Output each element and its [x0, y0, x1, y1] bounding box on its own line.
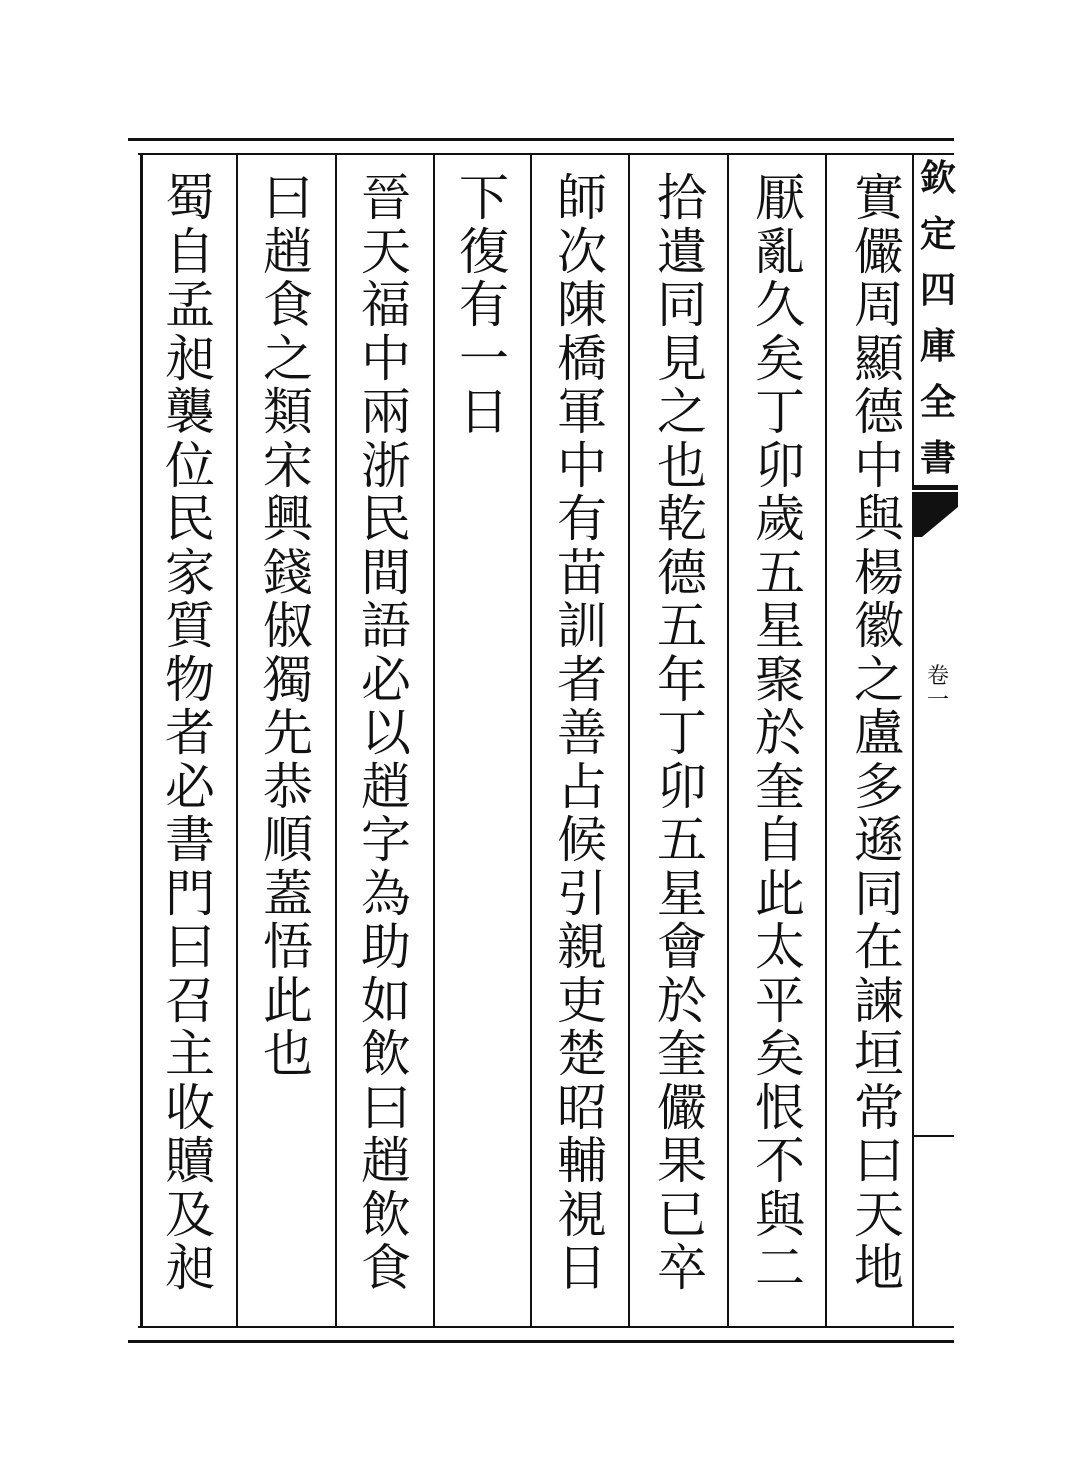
column-character: 德 — [657, 543, 707, 602]
column-character: 先 — [263, 704, 313, 762]
column-character: 德 — [854, 383, 904, 441]
column-character: 召 — [165, 971, 215, 1030]
column-character: 必 — [165, 757, 215, 816]
column-character: 為 — [361, 864, 411, 923]
column-character: 晉 — [361, 169, 411, 227]
column-character: 者 — [165, 704, 215, 762]
column-character: 錢 — [263, 543, 313, 602]
column-character: 亂 — [755, 222, 805, 281]
column-character: 趙 — [263, 222, 313, 281]
column-character: 五 — [657, 811, 707, 869]
column-character: 宋 — [263, 436, 313, 495]
column-character: 訓 — [557, 597, 607, 655]
column-character: 顯 — [854, 329, 904, 388]
column-character: 飲 — [361, 1025, 411, 1083]
text-column-2 — [740, 169, 820, 1297]
column-character: 飲 — [361, 1185, 411, 1244]
column-character: 引 — [557, 864, 607, 923]
column-character: 奎 — [755, 757, 805, 816]
column-character: 也 — [657, 436, 707, 495]
column-character: 於 — [657, 971, 707, 1030]
column-character: 食 — [361, 1239, 411, 1297]
column-character: 自 — [755, 811, 805, 869]
column-character: 俶 — [263, 597, 313, 655]
column-character: 師 — [557, 169, 607, 227]
column-character: 復 — [459, 222, 509, 281]
column-character: 家 — [165, 543, 215, 602]
column-character: 在 — [854, 918, 904, 976]
column-character: 間 — [361, 543, 411, 602]
column-character: 丁 — [657, 704, 707, 762]
column-character: 如 — [361, 971, 411, 1030]
column-character: 之 — [263, 329, 313, 388]
column-character: 親 — [557, 918, 607, 976]
column-character: 不 — [755, 1132, 805, 1190]
text-column-5 — [444, 169, 524, 441]
bottom-border-rule — [128, 1340, 954, 1343]
column-character: 食 — [263, 276, 313, 334]
column-character: 見 — [657, 329, 707, 388]
column-divider — [335, 153, 337, 1328]
column-character: 日 — [459, 383, 509, 441]
column-character: 多 — [854, 757, 904, 816]
column-character: 昭 — [557, 1078, 607, 1137]
column-character: 垣 — [854, 1025, 904, 1083]
column-character: 民 — [361, 490, 411, 548]
column-divider — [236, 153, 238, 1328]
column-character: 拾 — [657, 169, 707, 227]
column-character: 趙 — [361, 757, 411, 816]
book-title-vertical — [918, 150, 958, 486]
column-character: 曰 — [165, 918, 215, 976]
column-character: 恭 — [263, 757, 313, 816]
column-character: 久 — [755, 276, 805, 334]
column-character: 太 — [755, 918, 805, 976]
column-character: 曰 — [854, 1132, 904, 1190]
column-character: 厭 — [755, 169, 805, 227]
column-character: 浙 — [361, 436, 411, 495]
column-character: 獨 — [263, 650, 313, 709]
column-character: 天 — [854, 1185, 904, 1244]
column-character: 矣 — [755, 329, 805, 388]
text-column-1 — [839, 169, 919, 1297]
column-divider — [825, 153, 827, 1328]
title-character: 書 — [919, 437, 956, 479]
column-character: 門 — [165, 864, 215, 923]
column-character: 質 — [165, 597, 215, 655]
column-character: 蓋 — [263, 864, 313, 923]
column-character: 已 — [657, 1185, 707, 1244]
column-character: 周 — [854, 276, 904, 334]
column-divider — [628, 153, 630, 1328]
column-character: 徽 — [854, 597, 904, 655]
column-character: 常 — [854, 1078, 904, 1137]
column-divider — [433, 153, 435, 1328]
column-character: 視 — [557, 1185, 607, 1244]
column-character: 二 — [755, 1239, 805, 1297]
top-inner-rule — [138, 153, 954, 155]
column-character: 候 — [557, 811, 607, 869]
column-character: 贖 — [165, 1132, 215, 1190]
column-character: 物 — [165, 650, 215, 709]
column-character: 儼 — [657, 1078, 707, 1137]
column-character: 日 — [557, 1239, 607, 1297]
column-character: 悟 — [263, 918, 313, 976]
text-column-3 — [642, 169, 722, 1297]
column-character: 善 — [557, 704, 607, 762]
column-character: 矣 — [755, 1025, 805, 1083]
column-divider — [727, 153, 729, 1328]
text-column-7 — [248, 169, 328, 1083]
column-character: 一 — [459, 329, 509, 388]
column-character: 遺 — [657, 222, 707, 281]
column-character: 有 — [557, 490, 607, 548]
column-character: 福 — [361, 276, 411, 334]
column-character: 助 — [361, 918, 411, 976]
column-character: 收 — [165, 1078, 215, 1137]
juan-character: 一 — [926, 688, 949, 713]
title-character: 四 — [919, 269, 956, 311]
column-character: 襲 — [165, 383, 215, 441]
column-character: 蜀 — [165, 169, 215, 227]
column-character: 同 — [657, 276, 707, 334]
column-character: 之 — [854, 650, 904, 709]
column-character: 奎 — [657, 1025, 707, 1083]
left-border-rule — [140, 153, 143, 1328]
column-character: 遜 — [854, 811, 904, 869]
column-character: 昶 — [165, 329, 215, 388]
column-character: 丁 — [755, 383, 805, 441]
column-character: 卒 — [657, 1239, 707, 1297]
column-character: 與 — [755, 1185, 805, 1244]
column-character: 卯 — [755, 436, 805, 495]
text-column-6 — [346, 169, 426, 1297]
column-character: 與 — [854, 490, 904, 548]
column-character: 橋 — [557, 329, 607, 388]
column-character: 語 — [361, 597, 411, 655]
column-character: 中 — [361, 329, 411, 388]
column-character: 占 — [557, 757, 607, 816]
column-character: 天 — [361, 222, 411, 281]
column-character: 曰 — [263, 169, 313, 227]
juan-label — [918, 665, 958, 713]
column-character: 地 — [854, 1239, 904, 1297]
column-character: 中 — [557, 436, 607, 495]
column-character: 必 — [361, 650, 411, 709]
column-character: 民 — [165, 490, 215, 548]
column-divider — [530, 153, 532, 1328]
title-character: 欽 — [919, 157, 956, 199]
column-character: 自 — [165, 222, 215, 281]
column-character: 於 — [755, 704, 805, 762]
column-character: 輔 — [557, 1132, 607, 1190]
column-character: 苗 — [557, 543, 607, 602]
column-character: 之 — [657, 383, 707, 441]
top-border-rule — [128, 138, 954, 141]
bottom-inner-rule — [138, 1326, 954, 1328]
column-character: 軍 — [557, 383, 607, 441]
column-character: 楊 — [854, 543, 904, 602]
column-character: 者 — [557, 650, 607, 709]
title-character: 全 — [919, 381, 956, 423]
column-character: 盧 — [854, 704, 904, 762]
column-character: 兩 — [361, 383, 411, 441]
column-character: 星 — [657, 864, 707, 923]
column-character: 順 — [263, 811, 313, 869]
juan-character: 卷 — [926, 664, 949, 689]
column-character: 乾 — [657, 490, 707, 548]
column-character: 孟 — [165, 276, 215, 334]
column-character: 歲 — [755, 490, 805, 548]
column-character: 書 — [165, 811, 215, 869]
column-character: 興 — [263, 490, 313, 548]
column-character: 同 — [854, 864, 904, 923]
column-character: 有 — [459, 276, 509, 334]
column-character: 陳 — [557, 276, 607, 334]
column-character: 主 — [165, 1025, 215, 1083]
text-column-4 — [542, 169, 622, 1297]
text-column-8 — [150, 169, 230, 1297]
column-character: 吏 — [557, 971, 607, 1030]
column-character: 趙 — [361, 1132, 411, 1190]
column-character: 平 — [755, 971, 805, 1030]
column-character: 以 — [361, 704, 411, 762]
column-character: 卯 — [657, 757, 707, 816]
column-character: 曰 — [361, 1078, 411, 1137]
column-character: 位 — [165, 436, 215, 495]
column-character: 五 — [755, 543, 805, 602]
column-character: 會 — [657, 918, 707, 976]
column-character: 字 — [361, 811, 411, 869]
column-character: 及 — [165, 1185, 215, 1244]
column-character: 下 — [459, 169, 509, 227]
column-character: 果 — [657, 1132, 707, 1190]
column-character: 類 — [263, 383, 313, 441]
column-character: 星 — [755, 597, 805, 655]
title-character: 庫 — [919, 325, 956, 367]
title-character: 定 — [919, 213, 956, 255]
column-character: 楚 — [557, 1025, 607, 1083]
column-character: 中 — [854, 436, 904, 495]
column-character: 此 — [755, 864, 805, 923]
column-character: 實 — [854, 169, 904, 227]
column-character: 此 — [263, 971, 313, 1030]
column-character: 儼 — [854, 222, 904, 281]
column-character: 次 — [557, 222, 607, 281]
column-character: 年 — [657, 650, 707, 709]
column-character: 也 — [263, 1025, 313, 1083]
column-character: 恨 — [755, 1078, 805, 1137]
column-character: 五 — [657, 597, 707, 655]
column-character: 昶 — [165, 1239, 215, 1297]
column-character: 諫 — [854, 971, 904, 1030]
column-character: 聚 — [755, 650, 805, 709]
